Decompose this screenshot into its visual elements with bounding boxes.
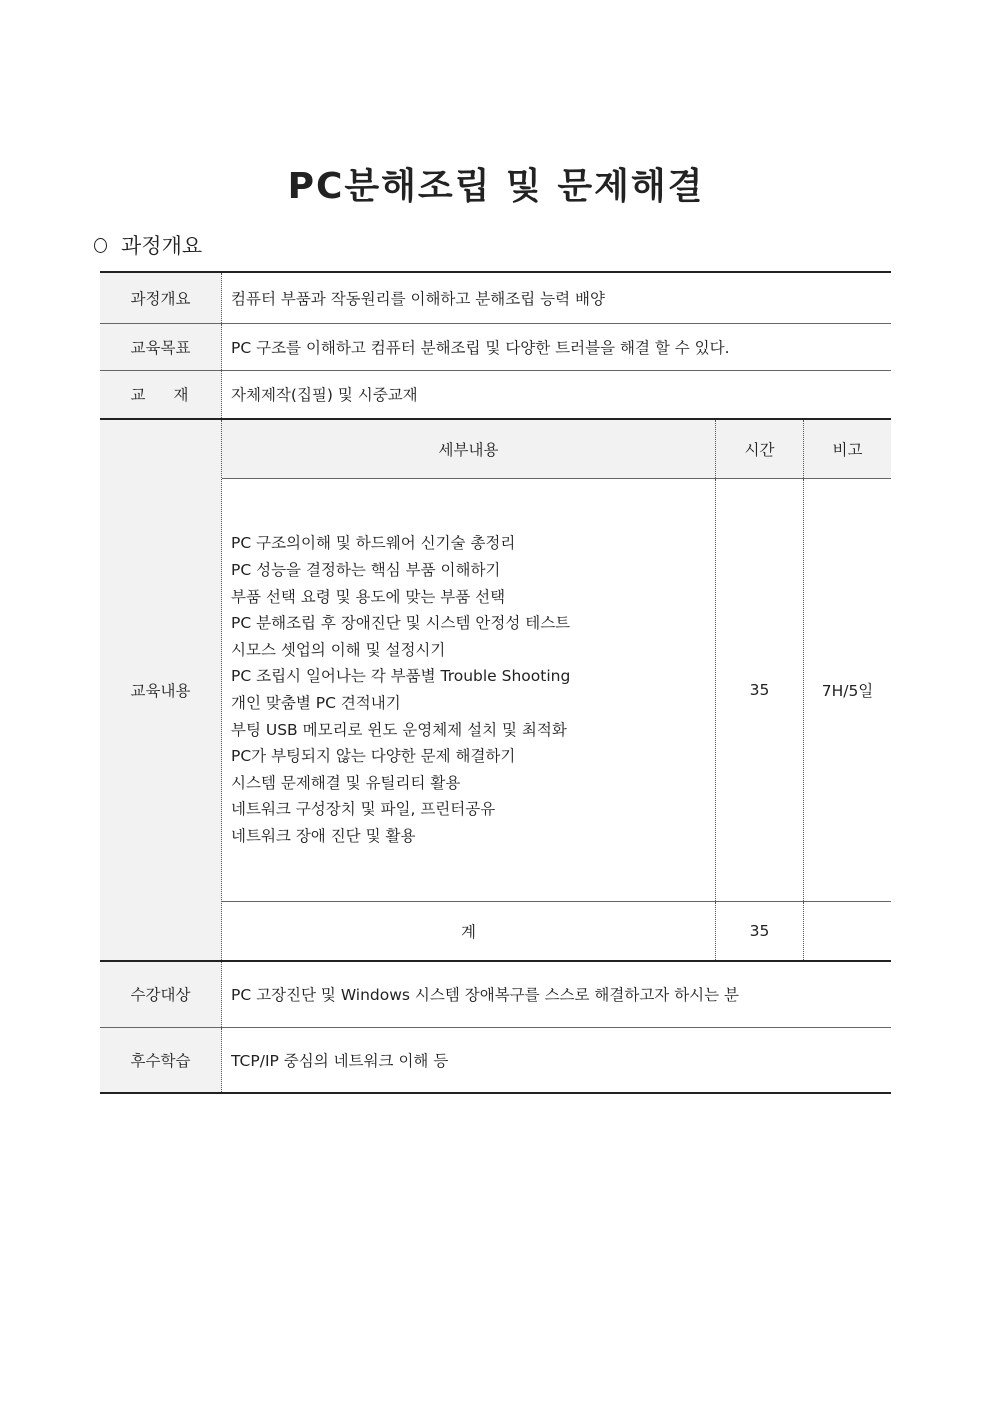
content-row <box>100 419 891 961</box>
detail-item: PC 성능을 결정하는 핵심 부품 이해하기 <box>231 561 501 580</box>
page-title: PC분해조립 및 문제해결 <box>287 166 705 207</box>
total-time: 35 <box>716 902 804 961</box>
content-subtable <box>222 420 891 960</box>
detail-item: PC가 부팅되지 않는 다양한 문제 해결하기 <box>231 747 516 766</box>
followup-row <box>100 1027 891 1093</box>
total-note <box>804 902 892 961</box>
detail-item: PC 조립시 일어나는 각 부품별 Trouble Shooting <box>231 667 571 686</box>
detail-list <box>222 530 715 849</box>
detail-header: 세부내용 <box>222 420 716 479</box>
detail-item: 시스템 문제해결 및 유틸리티 활용 <box>231 773 461 792</box>
target-row <box>100 961 891 1027</box>
detail-item: 시모스 셋업의 이해 및 설정시기 <box>231 640 446 659</box>
goal-value: PC 구조를 이해하고 컴퓨터 분해조립 및 다양한 트러블을 해결 할 수 있다. <box>231 338 730 357</box>
overview-row <box>100 272 891 323</box>
section-heading-label: 과정개요 <box>121 234 203 258</box>
note-value: 7H/5일 <box>804 479 892 902</box>
target-value: PC 고장진단 및 Windows 시스템 장애복구를 스스로 해결하고자 하시는 분 <box>231 986 740 1005</box>
content-label: 교육내용 <box>100 419 222 961</box>
followup-label: 후수학습 <box>100 1027 222 1093</box>
time-value: 35 <box>716 479 804 902</box>
target-label: 수강대상 <box>100 961 222 1027</box>
detail-item: 부팅 USB 메모리로 윈도 운영체제 설치 및 최적화 <box>231 720 567 739</box>
detail-item: PC 구조의이해 및 하드웨어 신기술 총정리 <box>231 534 516 553</box>
total-label: 계 <box>461 923 476 941</box>
detail-cell <box>222 479 716 902</box>
detail-item: PC 분해조립 후 장애진단 및 시스템 안정성 테스트 <box>231 614 571 633</box>
textbook-row <box>100 370 891 419</box>
detail-item: 개인 맞춤별 PC 견적내기 <box>231 694 401 712</box>
time-header: 시간 <box>716 420 804 479</box>
goal-label: 교육목표 <box>100 323 222 370</box>
detail-item: 부품 선택 요령 및 용도에 맞는 부품 선택 <box>231 587 506 606</box>
detail-item: 네트워크 장애 진단 및 활용 <box>231 826 416 845</box>
followup-value: TCP/IP 중심의 네트워크 이해 등 <box>231 1051 449 1070</box>
overview-value: 컴퓨터 부품과 작동원리를 이해하고 분해조립 능력 배양 <box>231 289 605 308</box>
circle-bullet-icon <box>94 238 107 253</box>
textbook-value: 자체제작(집필) 및 시중교재 <box>231 386 418 405</box>
section-heading <box>94 230 202 260</box>
note-header: 비고 <box>804 420 892 479</box>
detail-item: 네트워크 구성장치 및 파일, 프린터공유 <box>231 800 496 819</box>
goal-row <box>100 323 891 370</box>
course-table <box>100 271 891 1094</box>
textbook-label: 교재 <box>100 370 222 419</box>
overview-label: 과정개요 <box>100 272 222 323</box>
